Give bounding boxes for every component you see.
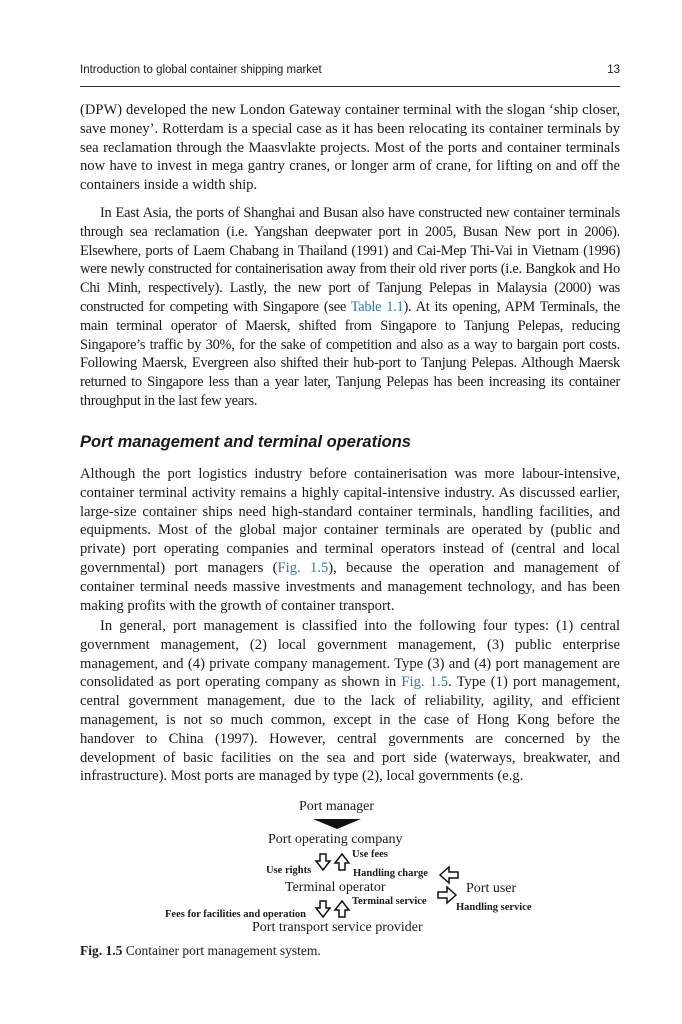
paragraph-3-part-a: Although the port logistics industry before containerisation was more labour-intensive, container terminal activity remains a highly capital-intensive industry. As discussed earlier, large-size container ships need high-standard container terminals, handling facilities, and equipments. Most of the global major container terminals are operated by (public and private) port operating companies and terminal operators instead of (central and local governmental) port managers ( — [80, 466, 620, 576]
fig-1-5-link[interactable]: Fig. 1.5 — [277, 559, 329, 576]
running-title: Introduction to global container shipping market — [80, 64, 322, 76]
label-fees-for-facilities: Fees for facilities and operation — [165, 909, 306, 920]
label-handling-service: Handling service — [456, 902, 532, 913]
label-handling-charge: Handling charge — [353, 868, 428, 879]
table-1-1-link[interactable]: Table 1.1 — [350, 298, 404, 315]
paragraph-2-part-b: ). At its opening, APM Terminals, the main terminal operator of Maersk, shifted from Singapore to Tanjung Pelepas, reducing Singapore’s traffic by 30%, for the sake of competition and also as a way to bargain port costs. Following Maersk, Evergreen also shifted their hub-port to Tanjung Pelepas. Although Maersk returned to Singapore less than a year later, Tanjung Pelepas has been increasing its container throughput in the last few years. — [80, 298, 620, 409]
label-port-user: Port user — [466, 881, 517, 896]
arrow-down-outline-icon — [315, 853, 331, 871]
arrow-left-outline-icon — [439, 866, 459, 884]
paragraph-4-part-b: . Type (1) port management, central government management, due to the lack of reliability, agility, and efficient management, is not so much common, except in the case of Hong Kong before the handover to China (1997). However, central governments are concerned by the development of basic facilities on the sea and port side (waterways, breakwater, and infrastructure). Most ports are managed by type (2), local governments (e.g. — [80, 674, 620, 785]
caption-label: Fig. 1.5 — [80, 943, 123, 958]
label-use-rights: Use rights — [266, 865, 312, 876]
label-port-operating-company: Port operating company — [268, 832, 403, 847]
caption-text: Container port management system. — [125, 943, 321, 958]
paragraph-2-part-a: In East Asia, the ports of Shanghai and Busan also have constructed new container terminals through sea reclamation (i.e. Yangshan deepwater port in 2005, Busan New port in 2006). Elsewhere, ports of Laem Chabang in Thailand (1991) and Cai-Mep Thi-Vai in Vietnam (1996) were newly constructed for containerisation away from their old river ports (i.e. Bangkok and Ho Chi Minh, respectively). Lastly, the new port of Tanjung Pelepas in Malaysia (2000) was constructed for competing with Singapore (see — [80, 205, 620, 315]
fig-1-5-link-2[interactable]: Fig. 1.5 — [401, 674, 449, 691]
paragraph-2-text — [80, 204, 620, 411]
label-terminal-operator: Terminal operator — [285, 880, 386, 895]
paragraph-3-part-b: ), because the operation and management of container terminal needs massive investments and management technology, and has been making profits with the growth of container transport. — [80, 559, 620, 614]
paragraph-4-part-a: In general, port management is classified into the following four types: (1) central government management, (2) local government management, (3) public enterprise management, and (4) private company management. Type (3) and (4) port management are consolidated as port operating company as shown in — [80, 618, 620, 691]
paragraph-3-text — [80, 465, 620, 615]
figure-caption — [80, 943, 321, 959]
page-number: 13 — [607, 64, 620, 76]
header-rule — [80, 86, 620, 87]
paragraph-1-text: (DPW) developed the new London Gateway container terminal with the slogan ‘ship closer, save money’. Rotterdam is a special case as it has been relocating its container terminals by sea reclamation through the Maasvlakte projects. Most of the ports and container terminals now have to invest in mega gantry cranes, or longer arm of crane, for lifting on and off the containers inside a width ship. — [80, 102, 620, 194]
running-header — [80, 64, 620, 80]
paragraph-2 — [80, 204, 620, 411]
paragraph-1 — [80, 101, 620, 195]
arrow-up-outline-icon — [334, 853, 350, 871]
paragraph-3 — [80, 465, 620, 615]
arrow-right-outline-icon — [437, 886, 457, 904]
paragraph-4 — [80, 617, 620, 786]
label-port-manager: Port manager — [299, 799, 375, 814]
label-terminal-service: Terminal service — [352, 896, 427, 907]
section-heading: Port management and terminal operations — [80, 433, 411, 451]
paragraph-4-text — [80, 617, 620, 786]
arrow-down-outline-icon-2 — [315, 900, 331, 918]
arrow-down-filled-icon — [313, 817, 361, 831]
label-use-fees: Use fees — [352, 849, 388, 860]
label-service-provider: Port transport service provider — [252, 920, 423, 935]
arrow-up-outline-icon-2 — [334, 900, 350, 918]
